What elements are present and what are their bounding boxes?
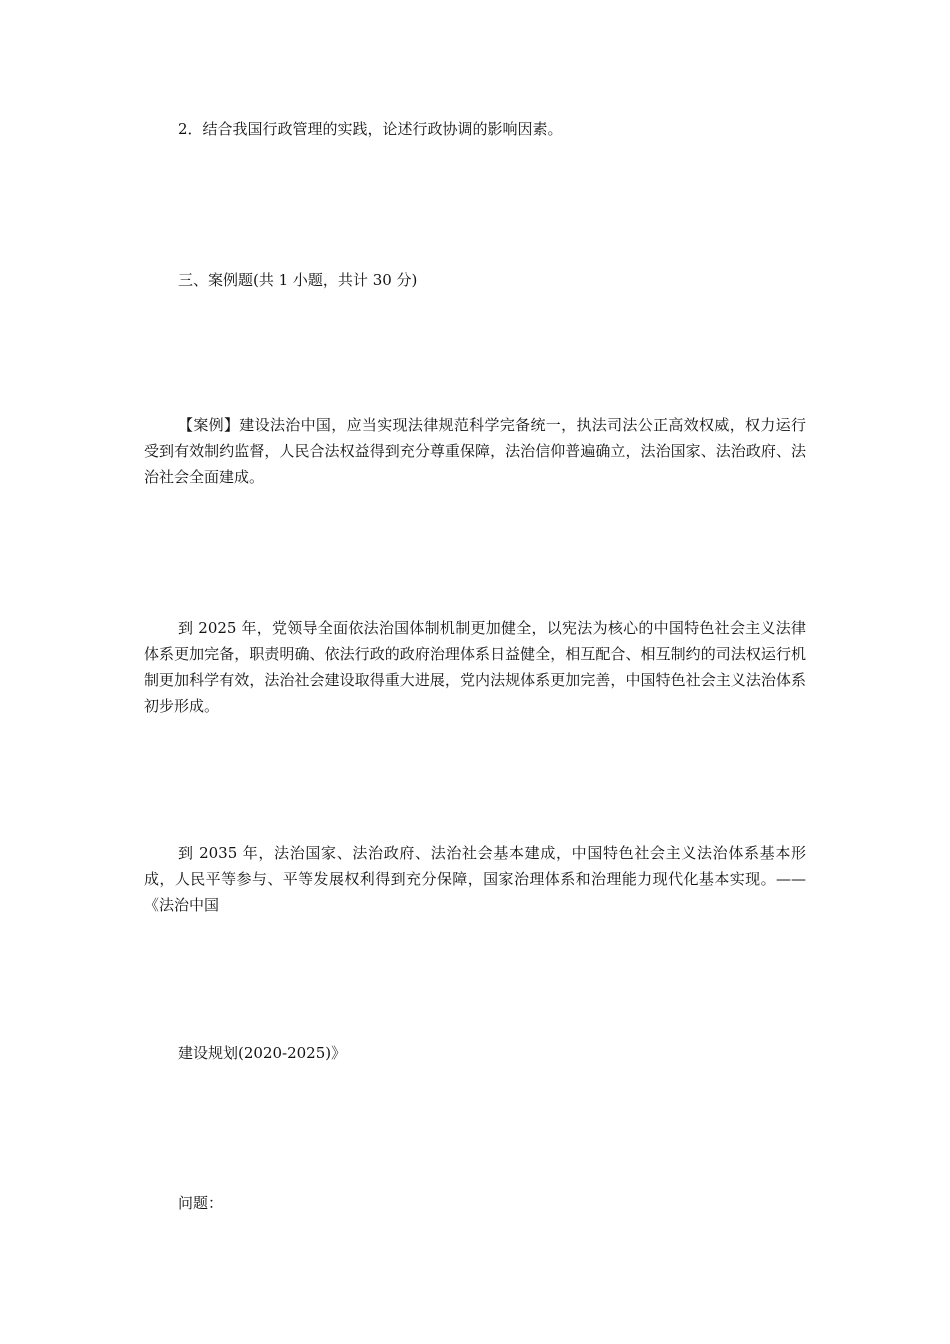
section-3-heading: 三、案例题(共 1 小题，共计 30 分) [178,271,418,289]
question-label: 问题： [178,1194,224,1212]
source-continuation: 建设规划(2020-2025)》 [178,1044,347,1062]
case-paragraph-3: 到 2035 年，法治国家、法治政府、法治社会基本建成，中国特色社会主义法治体系基本形成，人民平等参与、平等发展权利得到充分保障，国家治理体系和治理能力现代化基本实现。——《法治中国 [144,844,806,914]
case-paragraph-2: 到 2025 年，党领导全面依法治国体制机制更加健全，以宪法为核心的中国特色社会主义法律体系更加完备，职责明确、依法行政的政府治理体系日益健全，相互配合、相互制约的司法权运行机制更加科学有效，法治社会建设取得重大进展，党内法规体系更加完善，中国特色社会主义法治体系初步形成。 [144,619,806,715]
question-2-text: 2．结合我国行政管理的实践，论述行政协调的影响因素。 [178,120,563,138]
case-paragraph-1: 【案例】建设法治中国，应当实现法律规范科学完备统一，执法司法公正高效权威，权力运行受到有效制约监督，人民合法权益得到充分尊重保障，法治信仰普遍确立，法治国家、法治政府、法治社会全面建成。 [144,416,806,486]
